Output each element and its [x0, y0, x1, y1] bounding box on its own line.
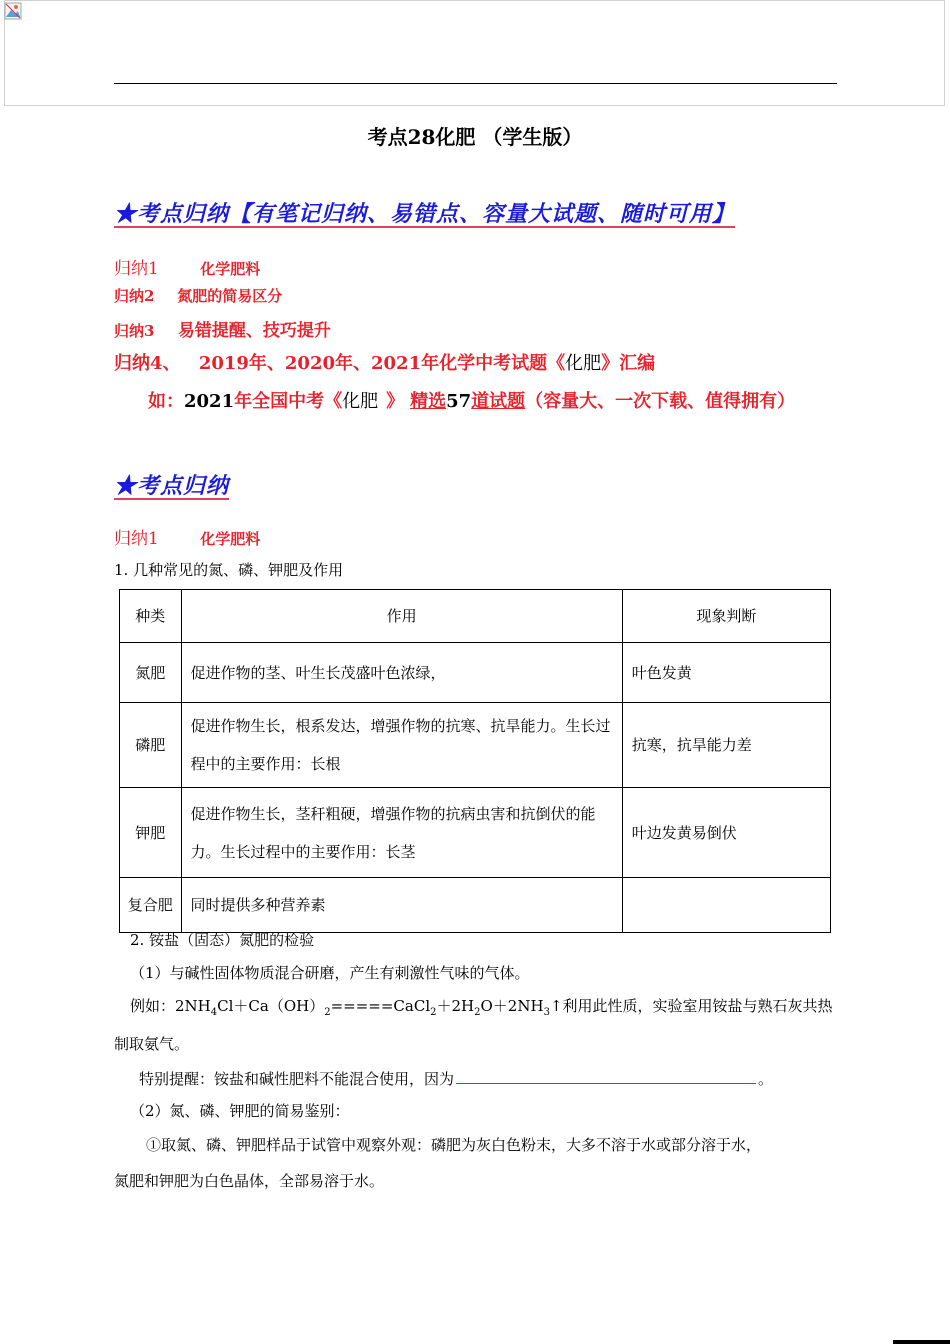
paragraph-observation-2: 氮肥和钾肥为白色晶体，全部易溶于水。: [114, 1172, 385, 1190]
table-row: [120, 788, 831, 878]
toc-item-2: [114, 285, 282, 306]
table-cell: [622, 878, 830, 933]
paragraph-grinding: （1）与碱性固体物质混合研磨，产生有刺激性气味的气体。: [130, 964, 530, 982]
page-header-frame: [4, 0, 945, 106]
toc-label: 归纳2: [114, 287, 155, 305]
fill-in-blank[interactable]: [456, 1067, 756, 1084]
table-row: [120, 878, 831, 933]
table-cell: 叶色发黄: [622, 643, 830, 703]
section-heading-summary: ★考点归纳【有笔记归纳、易错点、容量大试题、随时可用】: [114, 201, 736, 227]
toc-text: 化学肥料: [200, 260, 261, 278]
table-header-row: [120, 590, 831, 643]
toc-label: 归纳4、: [114, 353, 181, 374]
table-cell: 促进作物的茎、叶生长茂盛叶色浓绿，: [181, 643, 622, 703]
table-cell: 钾肥: [120, 788, 182, 878]
chemical-equation: 例如：$2NH_4Cl+Ca(OH)_2=====CaCl_2+2H_2O+2NH_3↑$利用此性质，实验室用铵盐与熟石灰共热: [130, 997, 833, 1018]
toc-text: 氮肥的简易区分: [177, 287, 283, 305]
paragraph-identification: （2）氮、磷、钾肥的简易鉴别：: [130, 1102, 350, 1120]
toc-item-4: 归纳4、 2019年、2020年、2021年化学中考试题《化肥》汇编: [114, 353, 656, 374]
fertilizer-table: [119, 589, 831, 933]
page-corner-mark: [893, 1340, 950, 1344]
toc-item-3: [114, 316, 331, 341]
table-cell: 促进作物生长，茎秆粗硬，增强作物的抗病虫害和抗倒伏的能力。生长过程中的主要作用：长茎: [181, 788, 622, 878]
promo-select-link[interactable]: 精选: [410, 391, 447, 412]
table-cell: 抗寒，抗旱能力差: [622, 703, 830, 788]
table-cell: 促进作物生长，根系发达，增强作物的抗寒、抗旱能力。生长过程中的主要作用：长根: [181, 703, 622, 788]
table-header-cell: 作用: [181, 590, 622, 643]
table-row: [120, 703, 831, 788]
broken-image-icon: [4, 2, 22, 20]
table-header-cell: 现象判断: [622, 590, 830, 643]
table-cell: 氮肥: [120, 643, 182, 703]
page-title: 考点28化肥 （学生版）: [367, 125, 583, 149]
paragraph-observation-1: ①取氮、磷、钾肥样品于试管中观察外观：磷肥为灰白色粉末，大多不溶于水或部分溶于水，: [146, 1136, 762, 1154]
section-heading-summary-2: ★考点归纳: [114, 473, 230, 499]
promo-count-link[interactable]: 道试题: [471, 391, 526, 412]
paragraph-fertilizers-intro: 1. 几种常见的氮、磷、钾肥及作用: [114, 561, 344, 579]
toc-label: 归纳3: [114, 322, 155, 340]
toc-label: 归纳1: [114, 259, 159, 279]
paragraph-ammonium-test: 2. 铵盐（固态）氮肥的检验: [130, 931, 315, 949]
equation-continuation: 制取氨气。: [114, 1035, 190, 1053]
header-rule: [114, 83, 837, 84]
table-cell: 叶边发黄易倒伏: [622, 788, 830, 878]
toc-item-1: [114, 254, 260, 279]
special-reminder: 特别提醒：铵盐和碱性肥料不能混合使用，因为 。: [139, 1067, 773, 1089]
promo-line: 如：2021年全国中考《化肥 》 精选57道试题（容量大、一次下载、值得拥有）: [148, 391, 796, 412]
table-header-cell: 种类: [120, 590, 182, 643]
subsection-heading: 归纳1 化学肥料: [114, 529, 261, 549]
table-cell: 磷肥: [120, 703, 182, 788]
table-cell: 同时提供多种营养素: [181, 878, 622, 933]
toc-text: 易错提醒、技巧提升: [177, 321, 331, 341]
table-cell: 复合肥: [120, 878, 182, 933]
table-row: [120, 643, 831, 703]
